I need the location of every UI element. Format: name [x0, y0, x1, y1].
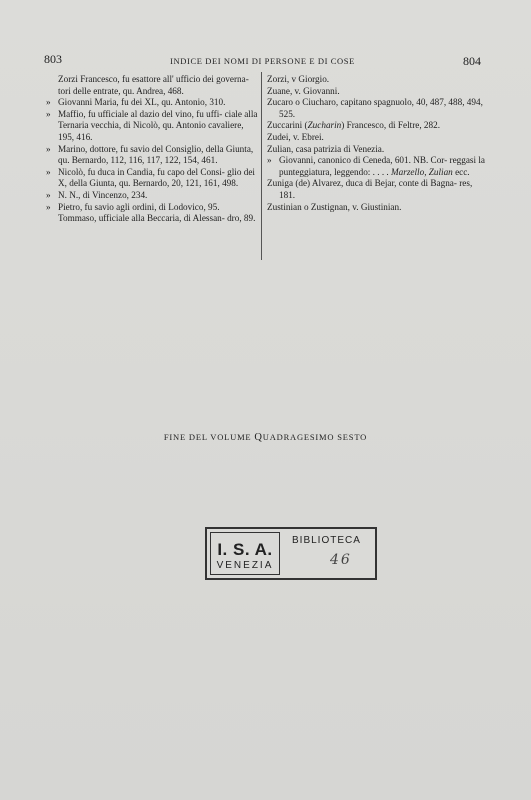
stamp-venezia-text: VENEZIA	[216, 560, 274, 571]
index-entry: Zuane, v. Giovanni.	[267, 85, 340, 96]
page-number-left: 803	[44, 52, 62, 66]
index-entry: » Marino, dottore, fu savio del Consiglio, della Giunta, qu. Bernardo, 112, 116, 117, 122, 154, 461.	[46, 143, 254, 166]
index-entry: Tommaso, ufficiale alla Beccaria, di Alessan- dro, 89.	[58, 213, 256, 224]
page-number-right: 804	[463, 54, 481, 68]
stamp-shelf-number: 46	[330, 552, 352, 568]
stamp-institution-box	[210, 532, 280, 575]
stamp-biblioteca-box	[286, 529, 375, 578]
index-entry: Zudei, v. Ebrei.	[267, 131, 324, 142]
index-entry: » Maffio, fu ufficiale al dazio del vino, fu uffi- ciale alla Ternaria vecchia, di Nicolò, qu. Antonio cavaliere, 195, 416.	[46, 108, 258, 142]
index-entry: Zuniga (de) Alvarez, duca di Bejar, conte di Bagna- res, 181.	[267, 178, 473, 200]
index-column-left	[46, 74, 258, 225]
column-divider	[261, 72, 262, 260]
library-stamp	[205, 527, 377, 580]
index-entry: Zuccarini (Zucharin) Francesco, di Feltre, 282.	[267, 120, 441, 131]
index-column-right	[267, 74, 489, 213]
index-entry: » N. N., di Vincenzo, 234.	[46, 189, 148, 200]
index-entry: Zustinian o Zustignan, v. Giustinian.	[267, 201, 402, 212]
index-entry: » Giovanni, canonico di Ceneda, 601. NB. Cor- reggasi la punteggiatura, leggendo: . . . . Marzello, Zulian ecc.	[267, 155, 485, 177]
index-entry: » Pietro, fu savio agli ordini, di Lodovico, 95.	[46, 201, 220, 212]
running-title: INDICE DEI NOMI DI PERSONE E DI COSE	[170, 56, 355, 66]
index-entry: Zorzi, v Giorgio.	[267, 74, 330, 84]
index-entry: » Nicolò, fu duca in Candia, fu capo del Consi- glio dei X, della Giunta, qu. Bernardo, 20, 121, 161, 498.	[46, 166, 255, 189]
stamp-biblioteca-label: BIBLIOTECA	[292, 535, 361, 546]
index-entry: Zucaro o Ciucharo, capitano spagnuolo, 40, 487, 488, 494, 525.	[267, 97, 483, 119]
index-entry: » Giovanni Maria, fu dei XL, qu. Antonio, 310.	[46, 97, 226, 108]
index-entry: Zulian, casa patrizia di Venezia.	[267, 143, 385, 154]
page-header	[44, 52, 481, 68]
volume-end-line: FINE DEL VOLUME QUADRAGESIMO SESTO	[163, 432, 368, 443]
index-entry: Zorzi Francesco, fu esattore all' ufficio dei governa- tori delle entrate, qu. Andrea, 468.	[58, 74, 249, 96]
stamp-isa-text: I. S. A.	[217, 540, 273, 559]
